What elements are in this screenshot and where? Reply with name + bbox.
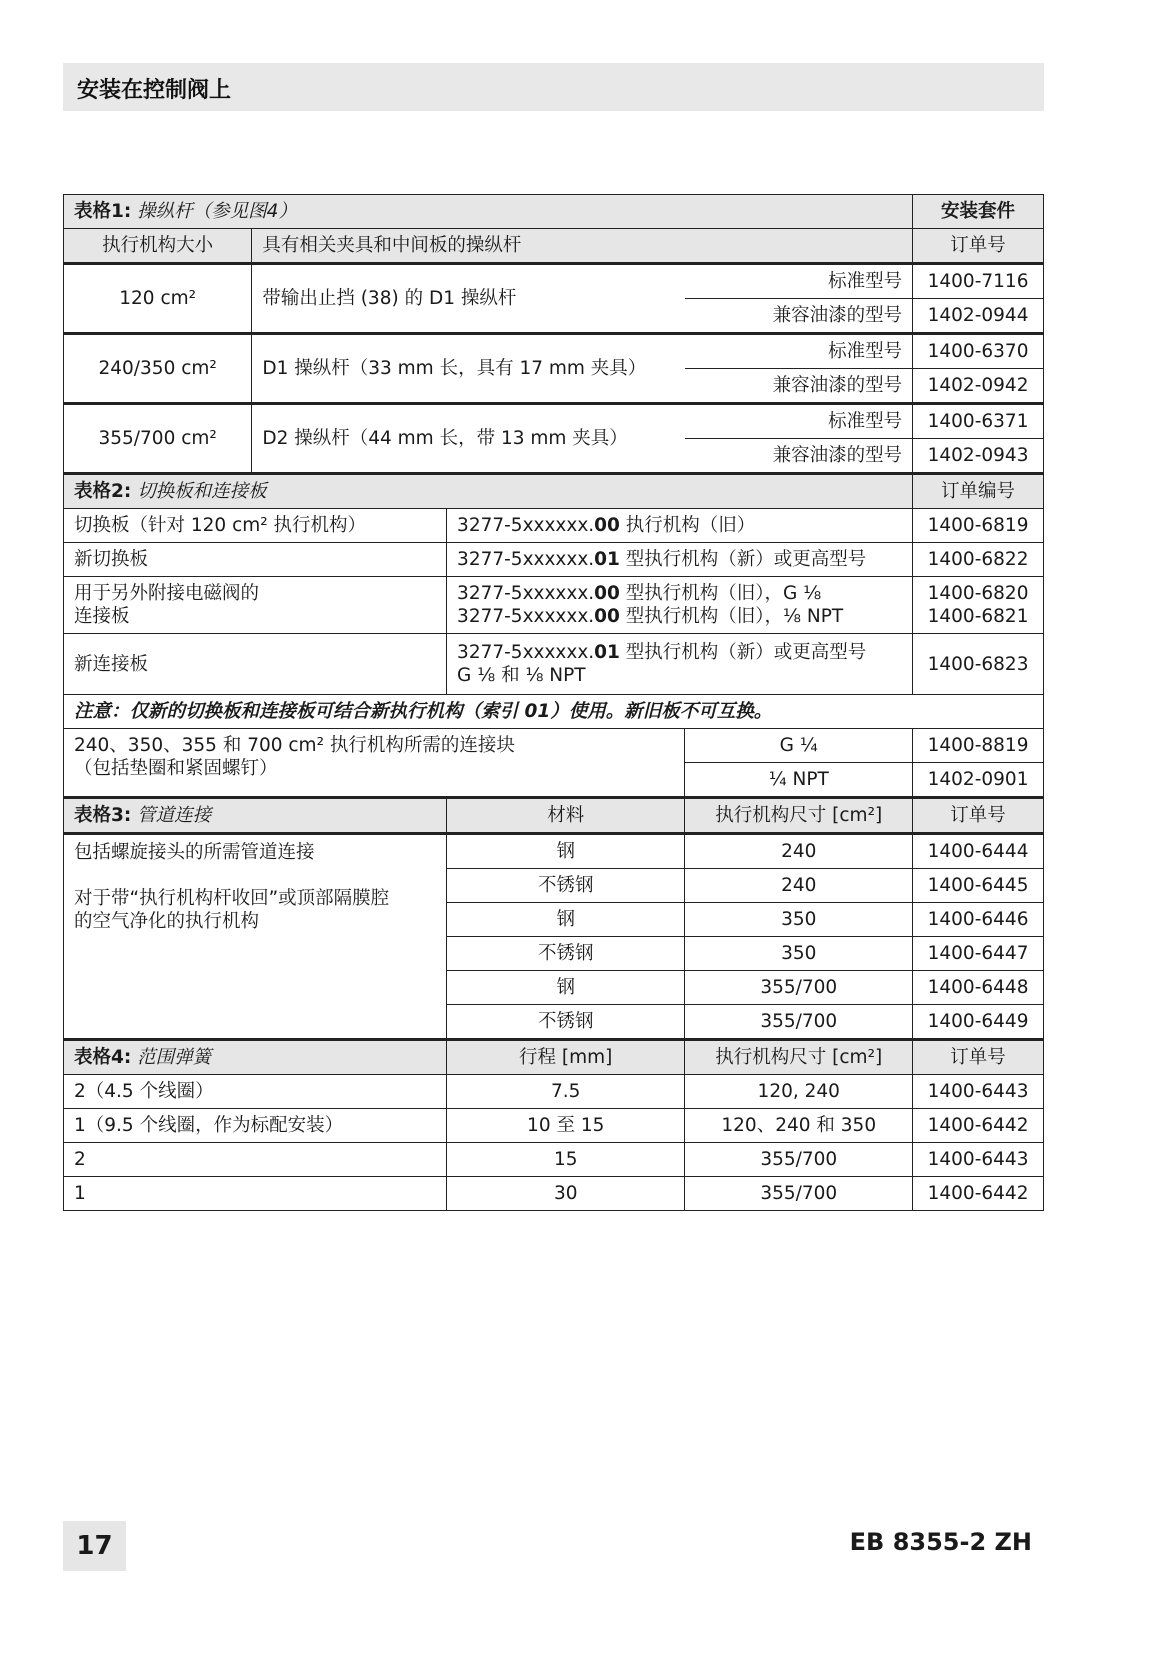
order-no: 1400-6371 (913, 404, 1044, 439)
order-no: 1400-6448 (913, 971, 1044, 1005)
order-no: 1400-8819 (913, 729, 1044, 763)
actuator-size: 240 (685, 834, 913, 869)
col-travel: 行程 [mm] (447, 1040, 685, 1075)
mounting-kits-table (63, 194, 1044, 1211)
actuator-size: 120, 240 (685, 1075, 913, 1109)
actuator-size: 355/700 (685, 1177, 913, 1211)
document-id: EB 8355-2 ZH (849, 1528, 1032, 1556)
connection-plate-spec: 3277-5xxxxxx.00 型执行机构（旧），G ⅛ 3277-5xxxxxx.00 型执行机构（旧），⅛ NPT (447, 577, 913, 634)
col-order: 订单号 (913, 798, 1044, 834)
note-row (64, 695, 1044, 729)
actuator-size: 355/700 (685, 1005, 913, 1040)
pipe-connection-desc: 包括螺旋接头的所需管道连接 对于带“执行机构杆收回”或顶部隔膜腔 的空气净化的执行机构 (64, 834, 447, 1040)
table4-header-row (64, 1040, 1044, 1075)
table-row (64, 509, 1044, 543)
table1-title: 表格1: 操纵杆（参见图4） (64, 195, 913, 229)
col-material: 材料 (447, 798, 685, 834)
thread-npt: ¼ NPT (685, 763, 913, 798)
version-std: 标准型号 (685, 334, 913, 369)
table-row (64, 1109, 1044, 1143)
actuator-size: 350 (685, 937, 913, 971)
travel: 10 至 15 (447, 1109, 685, 1143)
travel: 15 (447, 1143, 685, 1177)
table-row (64, 634, 1044, 695)
material: 不锈钢 (447, 869, 685, 903)
material: 不锈钢 (447, 1005, 685, 1040)
actuator-size: 355/700 (685, 1143, 913, 1177)
order-no: 1400-6443 (913, 1143, 1044, 1177)
note: 注意：仅新的切换板和连接板可结合新执行机构（索引 01）使用。新旧板不可互换。 (64, 695, 1044, 729)
order-no: 1400-6370 (913, 334, 1044, 369)
thread-g: G ¼ (685, 729, 913, 763)
actuator-size: 240/350 cm² (64, 334, 252, 404)
new-connection-plate-desc: 新连接板 (64, 634, 447, 695)
order-no: 1402-0943 (913, 439, 1044, 474)
col-order: 订单号 (913, 1040, 1044, 1075)
table-row (64, 404, 1044, 439)
spring: 2 (64, 1143, 447, 1177)
page-number: 17 (63, 1521, 126, 1571)
table3-title: 表格3: 管道连接 (64, 798, 447, 834)
order-no: 1400-6445 (913, 869, 1044, 903)
order-no: 1400-6822 (913, 543, 1044, 577)
material: 不锈钢 (447, 937, 685, 971)
col-lever: 具有相关夹具和中间板的操纵杆 (252, 229, 913, 264)
order-no: 1400-6447 (913, 937, 1044, 971)
material: 钢 (447, 971, 685, 1005)
actuator-size: 355/700 cm² (64, 404, 252, 474)
order-no: 1400-6820 1400-6821 (913, 577, 1044, 634)
order-no: 1400-7116 (913, 264, 1044, 299)
order-no: 1400-6446 (913, 903, 1044, 937)
travel: 7.5 (447, 1075, 685, 1109)
version-paint: 兼容油漆的型号 (685, 299, 913, 334)
table-row (64, 543, 1044, 577)
spring: 1 (64, 1177, 447, 1211)
table4-title: 表格4: 范围弹簧 (64, 1040, 447, 1075)
col-order: 订单号 (913, 229, 1044, 264)
kit-header: 安装套件 (913, 195, 1044, 229)
col-order: 订单编号 (913, 474, 1044, 509)
lever-desc: D2 操纵杆（44 mm 长，带 13 mm 夹具） (252, 404, 685, 474)
order-no: 1400-6442 (913, 1177, 1044, 1211)
connection-block-desc: 240、350、355 和 700 cm² 执行机构所需的连接块 （包括垫圈和紧固螺钉） (64, 729, 685, 798)
connection-plate-desc: 用于另外附接电磁阀的 连接板 (64, 577, 447, 634)
order-no: 1400-6443 (913, 1075, 1044, 1109)
section-title: 安装在控制阀上 (77, 78, 232, 103)
order-no: 1402-0901 (913, 763, 1044, 798)
table-row (64, 577, 1044, 634)
spring: 2（4.5 个线圈） (64, 1075, 447, 1109)
order-no: 1402-0944 (913, 299, 1044, 334)
plate-desc: 切换板（针对 120 cm² 执行机构） (64, 509, 447, 543)
lever-desc: 带输出止挡 (38) 的 D1 操纵杆 (252, 264, 685, 334)
header-bar (63, 63, 1044, 111)
table2-title-row (64, 474, 1044, 509)
actuator-size: 240 (685, 869, 913, 903)
version-paint: 兼容油漆的型号 (685, 369, 913, 404)
material: 钢 (447, 834, 685, 869)
travel: 30 (447, 1177, 685, 1211)
order-no: 1400-6819 (913, 509, 1044, 543)
order-no: 1400-6444 (913, 834, 1044, 869)
actuator-size: 355/700 (685, 971, 913, 1005)
table2-title: 表格2: 切换板和连接板 (64, 474, 913, 509)
version-std: 标准型号 (685, 404, 913, 439)
material: 钢 (447, 903, 685, 937)
version-std: 标准型号 (685, 264, 913, 299)
version-paint: 兼容油漆的型号 (685, 439, 913, 474)
col-size: 执行机构尺寸 [cm²] (685, 798, 913, 834)
actuator-size: 350 (685, 903, 913, 937)
table-row (64, 1075, 1044, 1109)
table3-header-row (64, 798, 1044, 834)
actuator-size: 120 cm² (64, 264, 252, 334)
plate-spec: 3277-5xxxxxx.00 执行机构（旧） (447, 509, 913, 543)
table1-title-row (64, 195, 1044, 229)
order-no: 1400-6823 (913, 634, 1044, 695)
order-no: 1402-0942 (913, 369, 1044, 404)
table-row (64, 834, 1044, 869)
col-size: 执行机构尺寸 [cm²] (685, 1040, 913, 1075)
new-connection-plate-spec: 3277-5xxxxxx.01 型执行机构（新）或更高型号 G ⅛ 和 ⅛ NPT (447, 634, 913, 695)
order-no: 1400-6442 (913, 1109, 1044, 1143)
actuator-size: 120、240 和 350 (685, 1109, 913, 1143)
col-actuator: 执行机构大小 (64, 229, 252, 264)
order-no: 1400-6449 (913, 1005, 1044, 1040)
spring: 1（9.5 个线圈，作为标配安装） (64, 1109, 447, 1143)
plate-spec: 3277-5xxxxxx.01 型执行机构（新）或更高型号 (447, 543, 913, 577)
table-row (64, 729, 1044, 763)
table-row (64, 334, 1044, 369)
lever-desc: D1 操纵杆（33 mm 长，具有 17 mm 夹具） (252, 334, 685, 404)
table-row (64, 1177, 1044, 1211)
table-row (64, 1143, 1044, 1177)
table1-header-row (64, 229, 1044, 264)
table-row (64, 264, 1044, 299)
plate-desc: 新切换板 (64, 543, 447, 577)
